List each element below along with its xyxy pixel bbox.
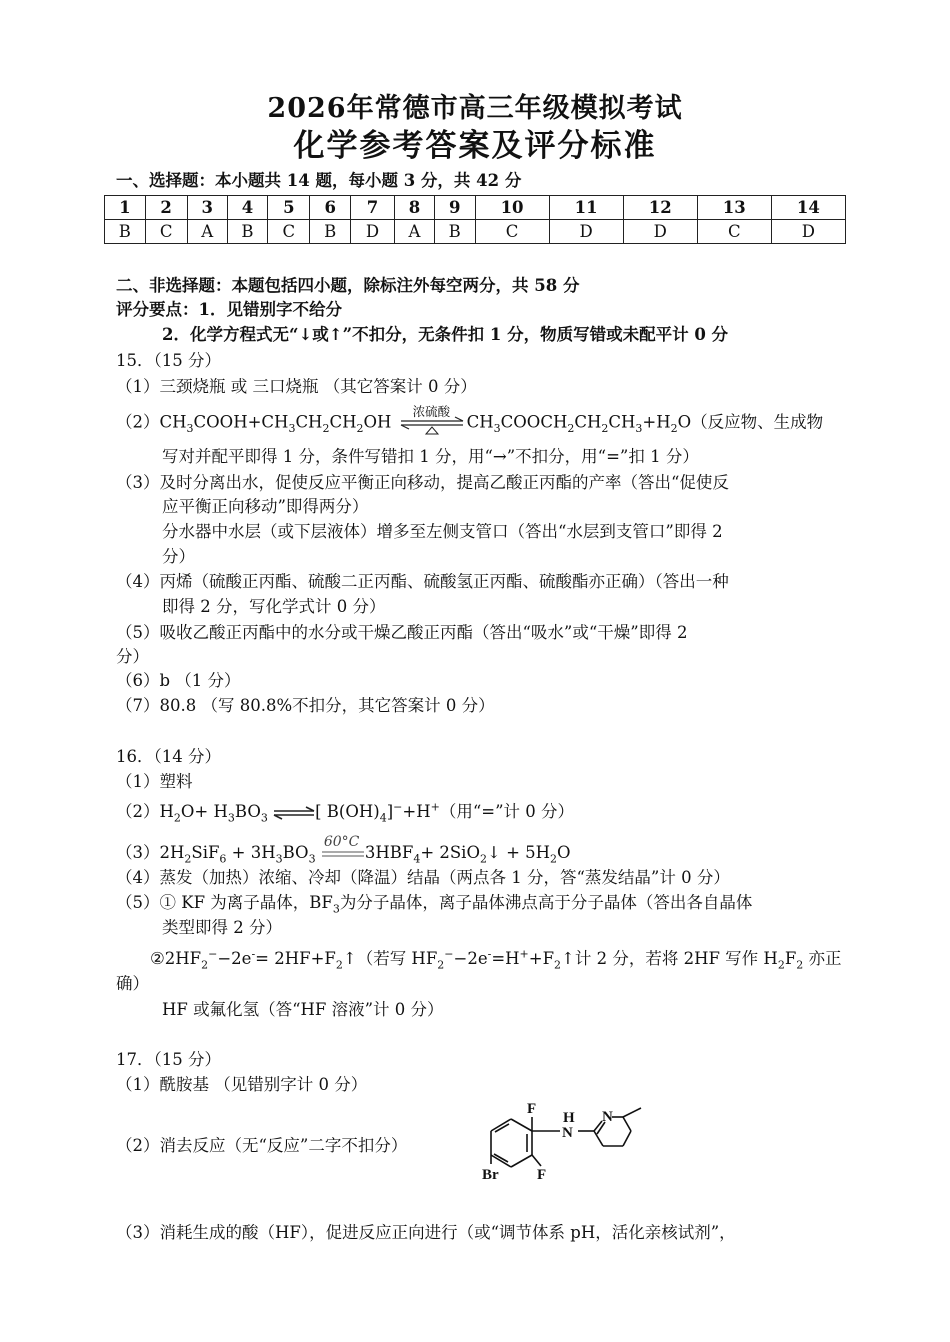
equals-condition-icon <box>321 845 365 863</box>
section-2-heading: 二、非选择题：本题包括四小题，除标注外每空两分，共 58 分 <box>116 276 580 295</box>
answer-cell: C <box>268 220 310 244</box>
answer-cell: D <box>771 220 845 244</box>
question-number-cell: 3 <box>187 196 227 220</box>
q16-part2-equation: $(2)H_2O+ H_3BO_3$ [ $B(OH)_4]^-+H^+$（用“=”计 0 分） <box>116 800 574 825</box>
question-number-cell: 11 <box>549 196 623 220</box>
question-number-cell: 10 <box>475 196 549 220</box>
multiple-choice-answer-table <box>104 195 846 244</box>
q17-part3: （3）消耗生成的酸（HF），促进反应正向进行（或“调节体系 pH，活化亲核试剂”， <box>116 1223 736 1242</box>
bromine-label: Br <box>482 1167 499 1183</box>
answer-cell: D <box>623 220 697 244</box>
q15-part5-line2: 分） <box>116 647 149 666</box>
answer-cell: B <box>105 220 146 244</box>
q15-part1: （1）三颈烧瓶 或 三口烧瓶 （其它答案计 0 分） <box>116 377 477 396</box>
section-1-heading: 一、选择题：本小题共 14 题，每小题 3 分，共 42 分 <box>116 171 522 190</box>
q15-part4-line1: （4）丙烯（硫酸正丙酯、硫酸二正丙酯、硫酸氢正丙酯、硫酸酯亦正确）（答出一种 <box>116 572 729 591</box>
question-number-cell: 7 <box>350 196 394 220</box>
q15-part3-line4: 分） <box>162 547 195 566</box>
answer-cell: B <box>227 220 268 244</box>
fluorine-top-label: F <box>527 1101 537 1117</box>
equilibrium-arrow-icon <box>273 806 315 820</box>
exam-subtitle: 化学参考答案及评分标准 <box>293 128 657 164</box>
answer-cell: B <box>434 220 475 244</box>
q15-part6: （6）b （1 分） <box>116 671 241 690</box>
question-number-cell: 13 <box>697 196 771 220</box>
question-number-cell: 12 <box>623 196 697 220</box>
answer-cell: D <box>350 220 394 244</box>
question-number-cell: 5 <box>268 196 310 220</box>
q16-part5-line4: 确） <box>116 974 149 993</box>
q17-part1: （1）酰胺基 （见错别字计 0 分） <box>116 1075 368 1094</box>
q15-part4-line2: 即得 2 分，写化学式计 0 分） <box>162 597 386 616</box>
answer-cell: C <box>145 220 187 244</box>
answer-cell: C <box>697 220 771 244</box>
q15-part3-line1: （3）及时分离出水，促使反应平衡正向移动，提高乙酸正丙酯的产率（答出“促使反 <box>116 473 729 492</box>
hydrogen-label: H <box>563 1110 575 1126</box>
answer-cell: D <box>549 220 623 244</box>
fluorine-bottom-label: F <box>537 1167 547 1183</box>
q15-part2-note: 写对并配平即得 1 分，条件写错扣 1 分，用“→”不扣分，用“=”扣 1 分） <box>162 447 699 466</box>
question-number-cell: 9 <box>434 196 475 220</box>
q15-part7: （7）80.8 （写 80.8%不扣分，其它答案计 0 分） <box>116 696 495 715</box>
question-number-cell: 8 <box>394 196 434 220</box>
answer-cell: C <box>475 220 549 244</box>
q15-header: 15．（15 分） <box>116 351 221 370</box>
q16-part3-equation: $(3)2H_2SiF_6 + 3H_3BO_3$ 60°C $3HBF_4+$ 2SiO$_2$↓ + $5H_2O$ <box>116 833 571 866</box>
q16-header: 16．（14 分） <box>116 747 221 766</box>
q16-part5-line2: 类型即得 2 分） <box>162 918 282 937</box>
question-number-row <box>105 196 846 220</box>
answer-cell: B <box>310 220 351 244</box>
answer-cell: A <box>394 220 434 244</box>
q15-part3-line2: 应平衡正向移动”即得两分） <box>162 497 369 516</box>
q16-part1: （1）塑料 <box>116 772 193 791</box>
q16-part5-electrode-equation: $②2HF_2^--2e^-=$ $2HF+F_2↑$（若写 $HF_2^--2e^-=H^++F_2↑$计 2 分，若将 2HF 写作 $H_2F_2$ 亦正 <box>150 947 842 972</box>
question-number-cell: 14 <box>771 196 845 220</box>
scoring-point-2: 2．化学方程式无“↓或↑”不扣分，无条件扣 1 分，物质写错或未配平计 0 分 <box>162 325 729 344</box>
q15-part2-equation: $(2)CH_3COOH+CH_3CH_2CH_2OH$ 浓硫酸 $CH_3COOCH_2CH_2CH_3+H_2O$（反应物、生成物 <box>116 404 824 435</box>
question-number-cell: 2 <box>145 196 187 220</box>
q16-part5-line5: HF 或氟化氢（答“HF 溶液”计 0 分） <box>162 1000 444 1019</box>
q16-part5-line1: （5）① KF 为离子晶体，$BF_3$为分子晶体，离子晶体沸点高于分子晶体（答出各自晶体 <box>116 893 753 916</box>
question-number-cell: 6 <box>310 196 351 220</box>
exam-title: 2026年常德市高三年级模拟考试 <box>267 93 683 124</box>
answer-row <box>105 220 846 244</box>
question-number-cell: 1 <box>105 196 146 220</box>
q16-part4: （4）蒸发（加热）浓缩、冷却（降温）结晶（两点各 1 分，答“蒸发结晶”计 0 分） <box>116 868 730 887</box>
q15-part3-line3: 分水器中水层（或下层液体）增多至左侧支管口（答出“水层到支管口”即得 2 <box>162 522 723 541</box>
ring-nitrogen-label: N <box>602 1109 613 1125</box>
q17-header: 17．（15 分） <box>116 1050 221 1069</box>
answer-cell: A <box>187 220 227 244</box>
q17-part2: （2）消去反应（无“反应”二字不扣分） <box>116 1136 408 1155</box>
scoring-point-1: 评分要点：1．见错别字不给分 <box>116 300 342 319</box>
product-structure-diagram <box>478 1100 653 1185</box>
q15-part5-line1: （5）吸收乙酸正丙酯中的水分或干燥乙酸正丙酯（答出“吸水”或“干燥”即得 2 <box>116 623 688 642</box>
reversible-arrow-with-condition: 浓硫酸 <box>399 410 465 436</box>
amine-nitrogen-label: N <box>562 1125 573 1141</box>
question-number-cell: 4 <box>227 196 268 220</box>
